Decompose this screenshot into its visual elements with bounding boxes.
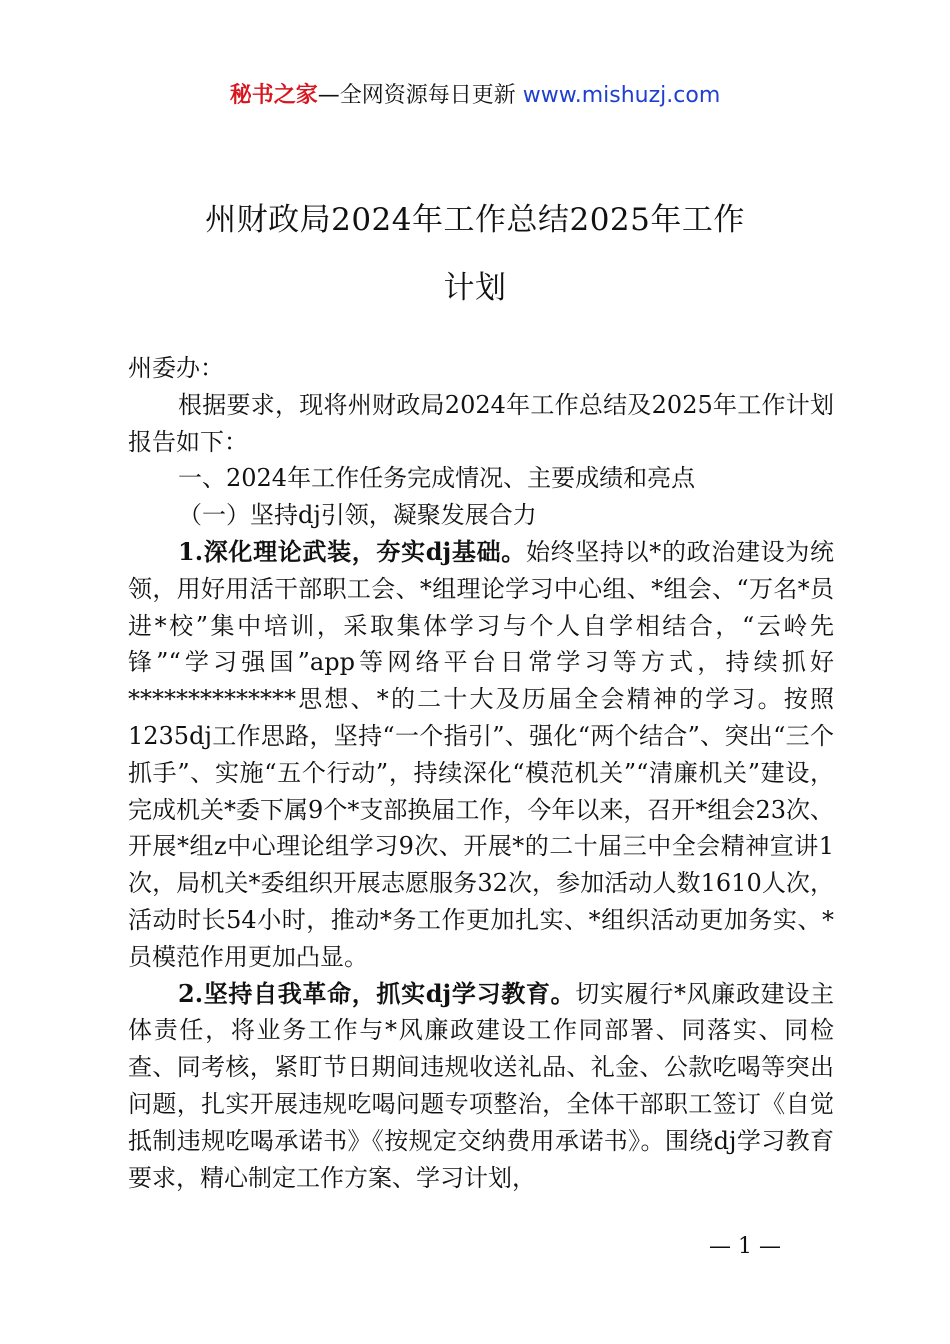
item-1-text: 始终坚持以*的政治建设为统领，用好用活干部职工会、*组理论学习中心组、*组会、“万名*员进*校”集中培训，采取集体学习与个人自学相结合，“云岭先锋”“学习强国”app等网络平台日常学习等方式，持续抓好**************思想、*的二十大及历届全会精神的学习。按照1235dj工作思路，坚持“一个指引”、强化“两个结合”、突出“三个抓手”、实施“五个行动”，持续深化“模范机关”“清廉机关”建设，完成机关*委下属9个*支部换届工作，今年以来，召开*组会23次、开展*组z中心理论组学习9次、开展*的二十届三中全会精神宣讲1次，局机关*委组织开展志愿服务32次，参加活动人数1610人次，活动时长54小时，推动*务工作更加扎实、*组织活动更加务实、*员模范作用更加凸显。 xyxy=(128,537,834,971)
item-1-lead: 1.深化理论武装，夯实dj基础。 xyxy=(178,536,526,566)
site-banner xyxy=(0,80,950,112)
site-brand: 秘书之家 xyxy=(229,83,318,108)
intro-paragraph: 根据要求，现将州财政局2024年工作总结及2025年工作计划报告如下： xyxy=(128,390,834,456)
section-heading: 一、2024年工作任务完成情况、主要成绩和亮点 xyxy=(178,464,696,493)
title-line-1: 州财政局2024年工作总结2025年工作 xyxy=(205,202,745,238)
salutation: 州委办： xyxy=(128,354,224,382)
page-number: — 1 — xyxy=(709,1234,781,1259)
document-body xyxy=(128,350,834,1196)
item-2-lead: 2.坚持自我革命，抓实dj学习教育。 xyxy=(178,978,576,1008)
subsection-heading: （一）坚持dj引领，凝聚发展合力 xyxy=(178,501,537,530)
item-1-paragraph xyxy=(128,534,834,976)
title-line-2: 计划 xyxy=(443,270,507,306)
site-url-link[interactable]: www.mishuzj.com xyxy=(522,83,721,108)
item-2-paragraph xyxy=(128,976,834,1197)
document-title xyxy=(0,186,950,322)
site-slogan: —全网资源每日更新 xyxy=(317,83,523,108)
item-2-text: 切实履行*风廉政建设主体责任，将业务工作与*风廉政建设工作同部署、同落实、同检查、同考核，紧盯节日期间违规收送礼品、礼金、公款吃喝等突出问题，扎实开展违规吃喝问题专项整治，全体干部职工签订《自觉抵制违规吃喝承诺书》《按规定交纳费用承诺书》。围绕dj学习教育要求，精心制定工作方案、学习计划， xyxy=(128,979,834,1192)
